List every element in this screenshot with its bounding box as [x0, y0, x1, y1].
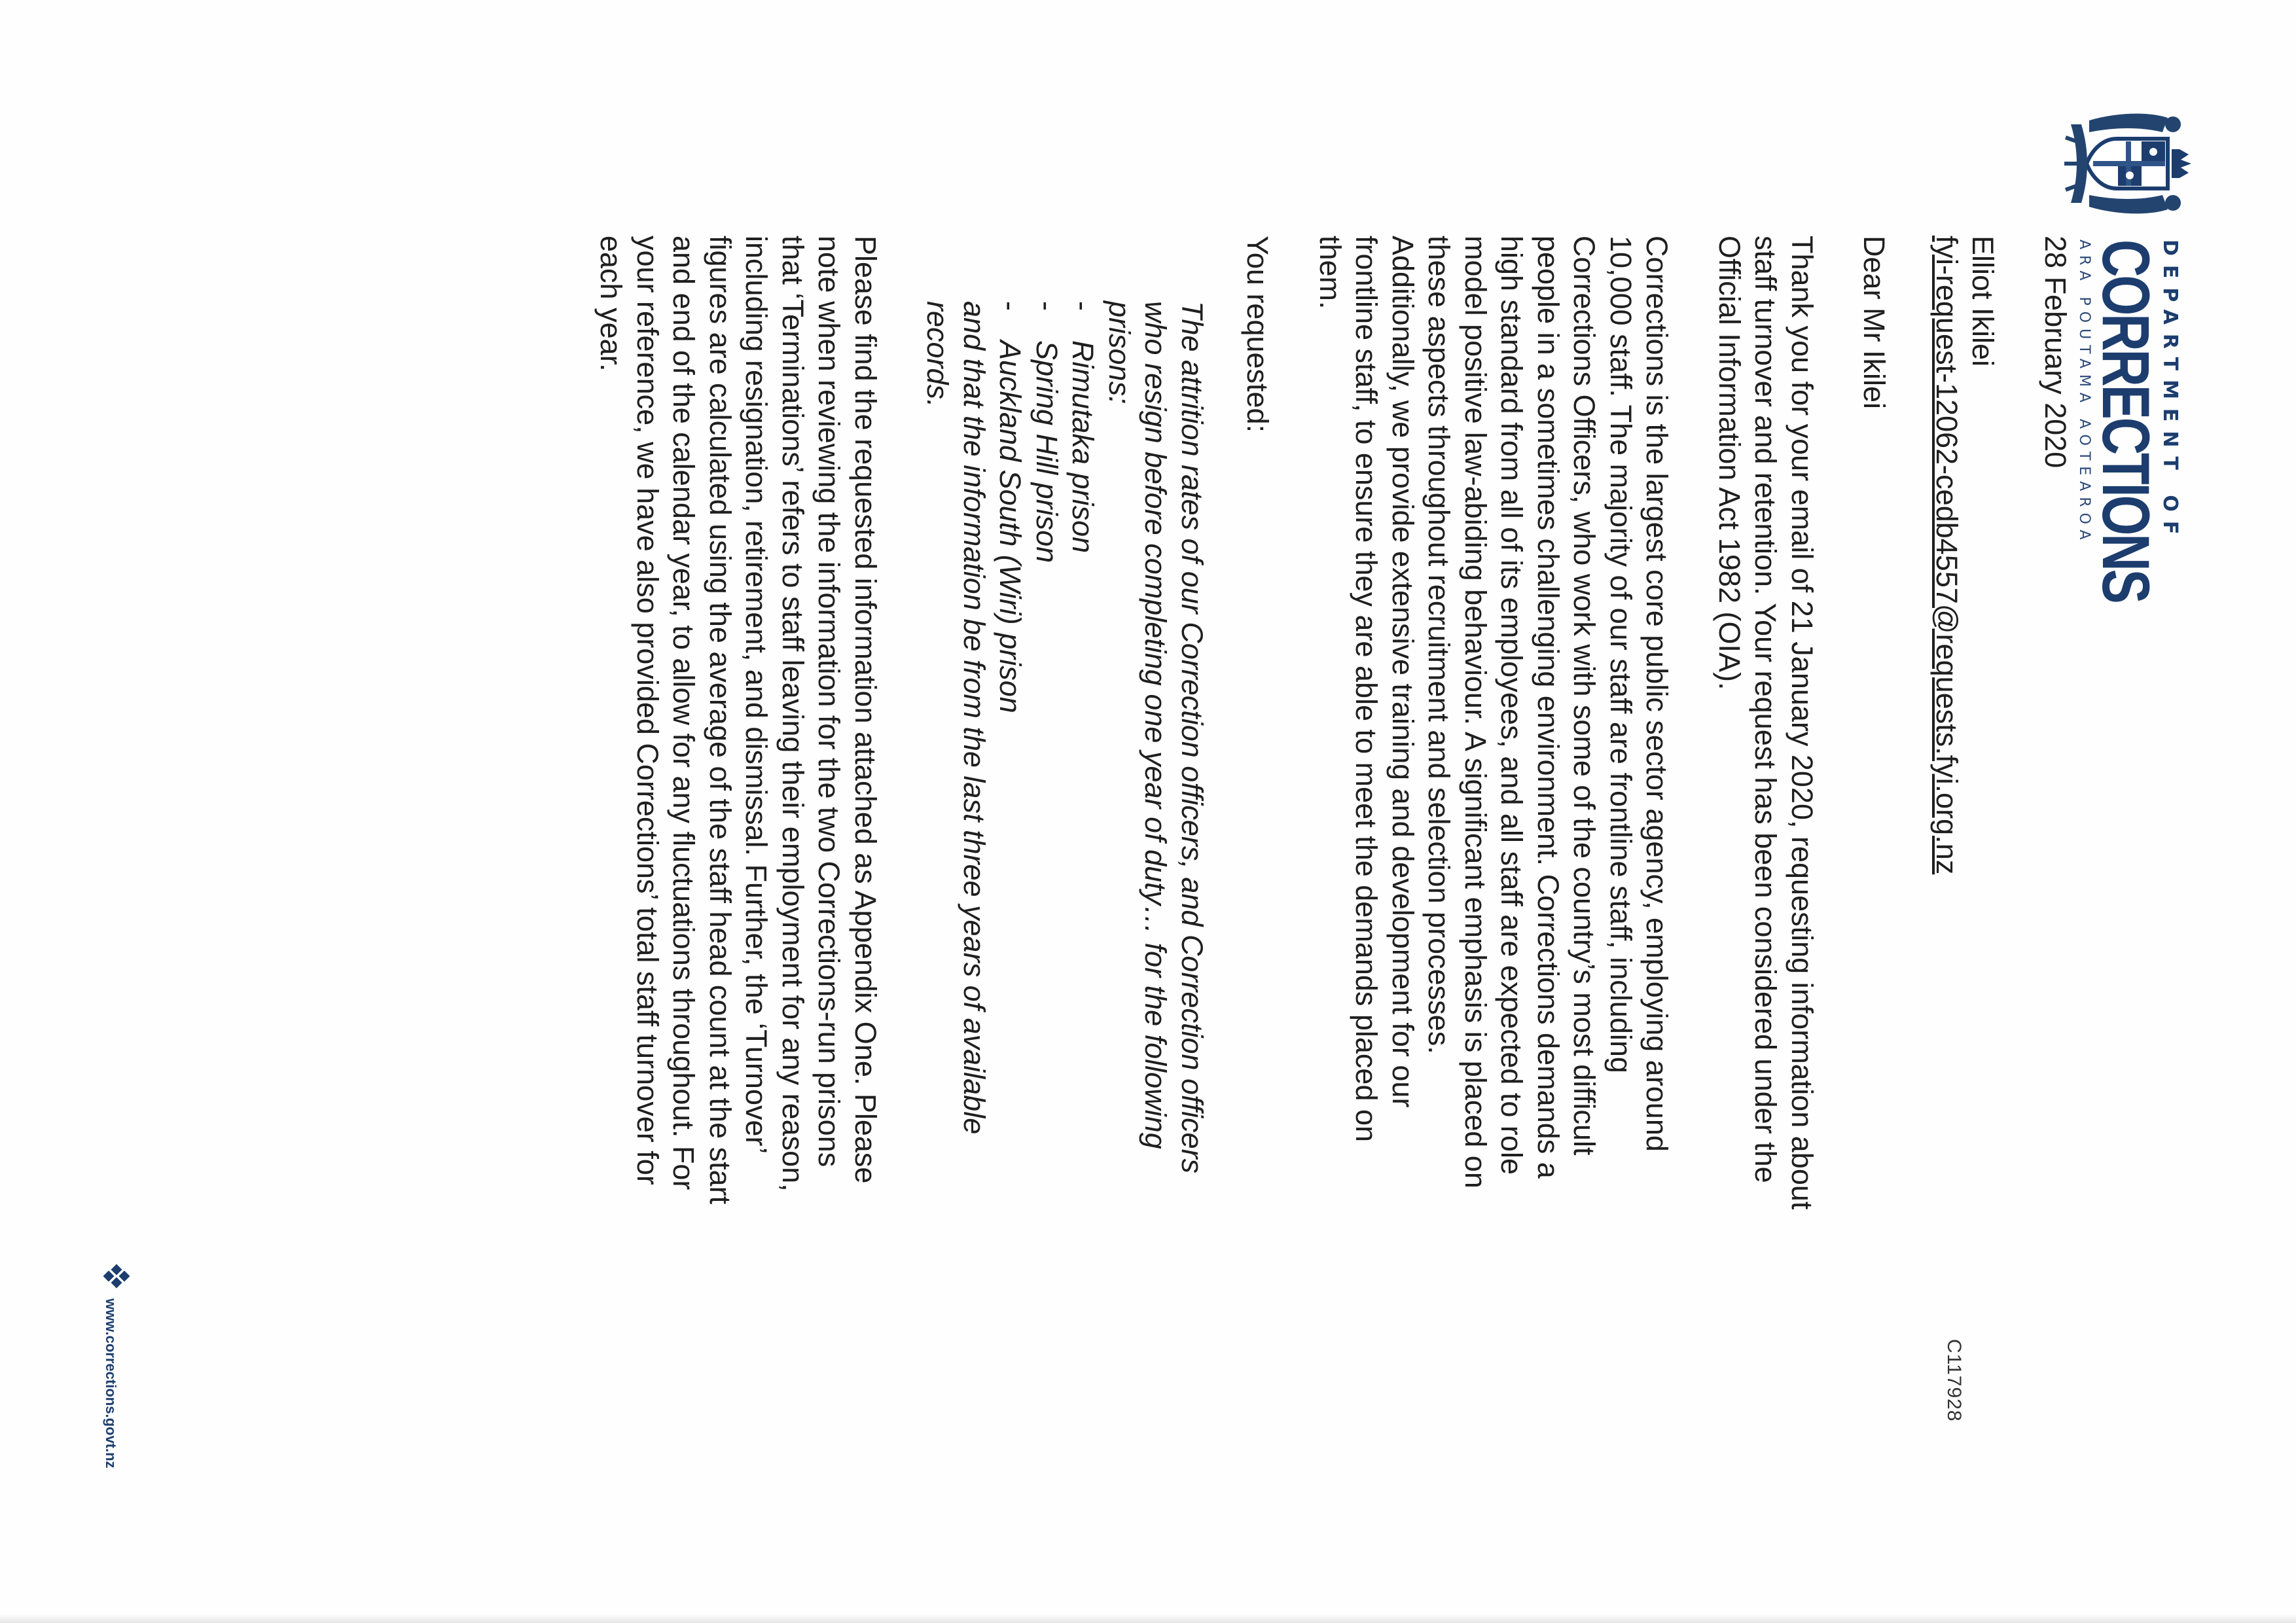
bullet-marker: -: [994, 301, 1028, 311]
paragraph-context: Corrections is the largest core public sector agency, employing around 10,000 staff. The majority of our staff are frontline staff, including Corrections Officers, who work with some of the country’s most difficult people in a sometimes challenging environment. Corrections demands a high standard from all of its employees, and all staff are expected to role model positive law-abiding behaviour. A significant emphasis is placed on these aspects throughout recruitment and selection processes. Additionally, we provide extensive training and development for our frontline staff, to ensure they are able to meet the demands placed on them.: [1314, 236, 1674, 1188]
footer: [90, 1263, 130, 1538]
wordmark-dept-line: DEPARTMENT OF: [2159, 240, 2181, 544]
prison-name: Auckland South (Wiri) prison: [994, 340, 1028, 713]
corrections-diamond-icon: [101, 1263, 130, 1292]
prison-list: [992, 301, 1102, 1217]
bullet-marker: -: [1030, 301, 1064, 311]
recipient-name: Elliot Ikilei: [1966, 236, 2000, 367]
request-quote: [920, 236, 1210, 1217]
wordmark-maori-name: ARA POUTAMA AOTEAROA: [2076, 240, 2092, 546]
recipient-block: [1929, 236, 2001, 1217]
prison-list-item: [992, 301, 1029, 1217]
paragraph-intro: Thank you for your email of 21 January 2020, requesting information about staff turnover and retention. Your request has been considered under the Official Information Act 1982 (OIA).: [1713, 236, 1819, 1210]
paragraph-response: Please find the requested information attached as Appendix One. Please note when reviewing the information for the two Corrections-run prisons that ‘Terminations’ refers to staff leaving their employment for any reason, including resignation, retirement, and dismissal. Further, the ‘Turnover’ figures are calculated using the average of the staff head count at the start and end of the calendar year, to allow for any fluctuations throughout. For your reference, we have also provided Corrections’ total staff turnover for each year.: [594, 236, 882, 1205]
letter-date: 28 February 2020: [2039, 236, 2072, 469]
reference-number: C117928: [1943, 1339, 1965, 1422]
coat-of-arms-icon: [2063, 98, 2194, 229]
prison-name: Spring Hill prison: [1030, 340, 1064, 563]
recipient-email[interactable]: fyi-request-12062-cedb4557@requests.fyi.org.nz: [1930, 236, 1964, 875]
wordmark-main-name: CORRECTIONS: [2089, 240, 2163, 602]
prison-name: Rimutaka prison: [1066, 340, 1100, 554]
you-requested-label: You requested:: [1241, 236, 1275, 433]
letterhead-logo: [2063, 98, 2194, 674]
prison-list-item: [1029, 301, 1066, 1217]
scan-edge-shadow: [0, 1614, 2296, 1623]
request-quote-outro: and that the information be from the last three years of available records.: [921, 301, 991, 1135]
department-wordmark: [2075, 240, 2181, 704]
salutation: Dear Mr Ikilei: [1857, 236, 1892, 410]
prison-list-item: [1065, 301, 1102, 1217]
footer-website-link[interactable]: www.corrections.govt.nz: [103, 1298, 119, 1469]
letter-body: [557, 236, 2073, 1217]
request-quote-intro: The attrition rates of our Correction officers, and Correction officers who resign before completing one year of duty… for the following prisons:: [1103, 301, 1209, 1174]
bullet-marker: -: [1066, 301, 1100, 311]
